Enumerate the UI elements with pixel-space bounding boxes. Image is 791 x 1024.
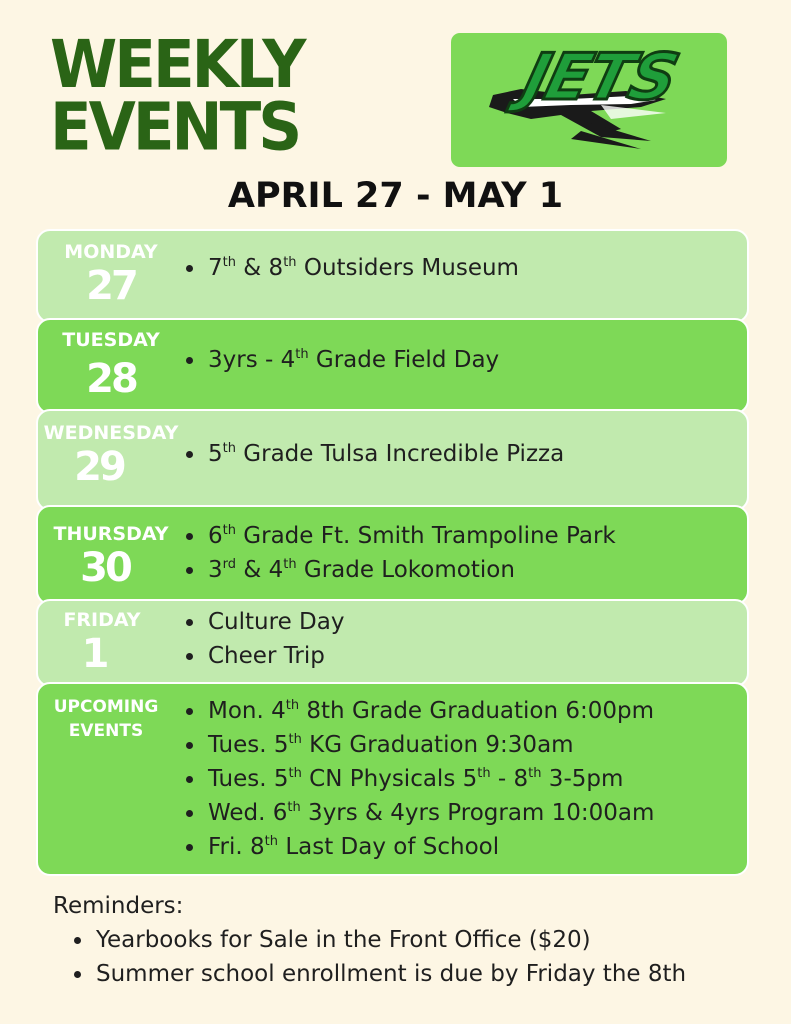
event-item: Tues. 5th CN Physicals 5th - 8th 3-5pm <box>185 762 654 796</box>
event-item: 3yrs - 4th Grade Field Day <box>185 343 499 377</box>
day-card-monday <box>36 229 749 323</box>
day-name: FRIDAY <box>63 609 141 631</box>
upcoming-label <box>38 695 174 743</box>
upcoming-events-card <box>36 682 749 876</box>
event-list <box>185 437 564 471</box>
day-name: TUESDAY <box>62 329 160 351</box>
event-item: 5th Grade Tulsa Incredible Pizza <box>185 437 564 471</box>
day-number: 29 <box>74 444 124 490</box>
event-list <box>185 343 499 377</box>
day-name: WEDNESDAY <box>43 422 179 444</box>
event-item: Tues. 5th KG Graduation 9:30am <box>185 728 654 762</box>
event-item: Cheer Trip <box>185 639 344 673</box>
reminders-title: Reminders: <box>53 893 184 919</box>
title-line-1: WEEKLY <box>50 26 304 104</box>
event-item: Culture Day <box>185 605 344 639</box>
event-list <box>185 694 654 864</box>
reminder-item: Yearbooks for Sale in the Front Office ($20) <box>74 923 686 957</box>
day-number: 30 <box>80 545 130 591</box>
upcoming-label-line-1: UPCOMING <box>53 697 159 717</box>
jets-logo <box>451 33 727 167</box>
event-item: Fri. 8th Last Day of School <box>185 830 654 864</box>
event-item: Wed. 6th 3yrs & 4yrs Program 10:00am <box>185 796 654 830</box>
date-range: APRIL 27 - MAY 1 <box>227 176 564 216</box>
day-card-wednesday <box>36 409 749 511</box>
day-name: MONDAY <box>64 241 158 263</box>
title-line-2: EVENTS <box>50 89 300 166</box>
event-item: 7th & 8th Outsiders Museum <box>185 251 519 285</box>
event-list <box>185 605 344 673</box>
day-card-tuesday <box>36 318 749 414</box>
upcoming-label-line-2: EVENTS <box>68 721 144 741</box>
day-card-thursday <box>36 505 749 605</box>
day-name: THURSDAY <box>53 523 169 545</box>
reminder-item: Summer school enrollment is due by Friday the 8th <box>74 957 686 991</box>
event-list <box>185 251 519 285</box>
reminders-list <box>74 923 686 991</box>
event-list <box>185 519 616 587</box>
logo-text: JETS <box>515 40 684 115</box>
jet-plane-icon <box>451 33 727 167</box>
event-item: Mon. 4th 8th Grade Graduation 6:00pm <box>185 694 654 728</box>
day-number: 28 <box>86 356 136 402</box>
day-card-friday <box>36 599 749 687</box>
day-number: 1 <box>81 631 107 677</box>
page-title <box>50 26 304 166</box>
event-item: 6th Grade Ft. Smith Trampoline Park <box>185 519 616 553</box>
event-item: 3rd & 4th Grade Lokomotion <box>185 553 616 587</box>
day-number: 27 <box>86 263 136 309</box>
